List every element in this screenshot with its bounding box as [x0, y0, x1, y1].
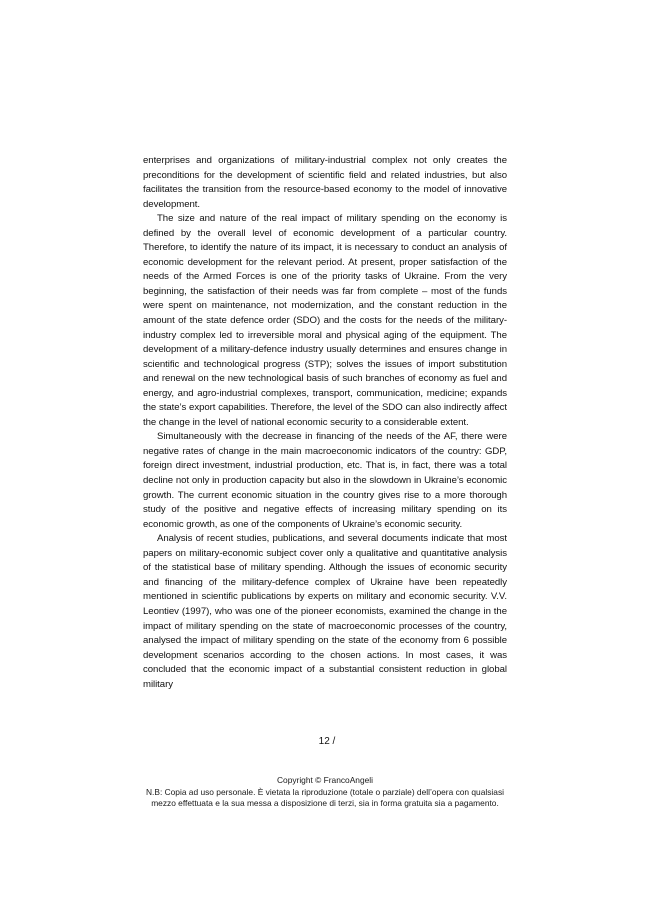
page-number: 12 / [318, 736, 336, 747]
copyright-footer [0, 775, 650, 810]
paragraph-continuation: enterprises and organizations of military-industrial complex not only creates the preconditions for the development of scientific field and related industries, but also facilitates the transition from the resource-based economy to the model of innovative development. [143, 155, 507, 210]
page-body [143, 154, 507, 692]
paragraph-literature-analysis: Analysis of recent studies, publications, and several documents indicate that most papers on military-economic subject cover only a qualitative and quantitative analysis of the statistical base of military spending. Although the issues of economic security and financing of the military-defence complex of Ukraine have been repeatedly mentioned in scientific publications by experts on military and economic security. V.V. Leontiev (1997), who was one of the pioneer economists, examined the change in the impact of military spending on the state of macroeconomic processes of the country, analysed the impact of military spending on the state of the economy from 6 possible development scenarios according to the chosen actions. In most cases, it was concluded that the economic impact of a substantial consistent reduction in global military [143, 533, 507, 690]
paragraph-military-spending-impact: The size and nature of the real impact of military spending on the economy is defined by the overall level of economic development of a particular country. Therefore, to identify the nature of its impact, it is necessary to conduct an analysis of economic development for the relevant period. At present, proper satisfaction of the needs of the Armed Forces is one of the priority tasks of Ukraine. From the very beginning, the satisfaction of their needs was far from complete – most of the funds were spent on maintenance, not modernization, and the constant reduction in the amount of the state defence order (SDO) and the costs for the needs of the military-industry complex led to irreversible moral and physical aging of the equipment. The development of a military-defence industry usually determines and ensures change in scientific and technological progress (STP); solves the issues of import substitution and renewal on the new technological basis of such branches of economy as fuel and energy, and agro-industrial complexes, transport, communication, medicine; expands the state’s export capabilities. Therefore, the level of the SDO can also indirectly affect the change in the level of national economic security to a considerable extent. [143, 213, 507, 428]
usage-notice-line-2: mezzo effettuata e la sua messa a disposizione di terzi, sia in forma gratuita sia a pagamento. [151, 798, 499, 808]
paragraph-macroeconomic-indicators: Simultaneously with the decrease in financing of the needs of the AF, there were negative rates of change in the main macroeconomic indicators of the country: GDP, foreign direct investment, industrial production, etc. That is, in fact, there was a total decline not only in production capacity but also in the slowdown in Ukraine’s economic growth. The current economic situation in the country gives rise to a more thorough study of the positive and negative effects of increasing military spending on its economic growth, as one of the components of Ukraine’s economic security. [143, 431, 507, 530]
copyright-line: Copyright © FrancoAngeli [276, 775, 373, 785]
usage-notice-line-1: N.B: Copia ad uso personale. È vietata la riproduzione (totale o parziale) dell’opera con qualsiasi [145, 786, 504, 797]
